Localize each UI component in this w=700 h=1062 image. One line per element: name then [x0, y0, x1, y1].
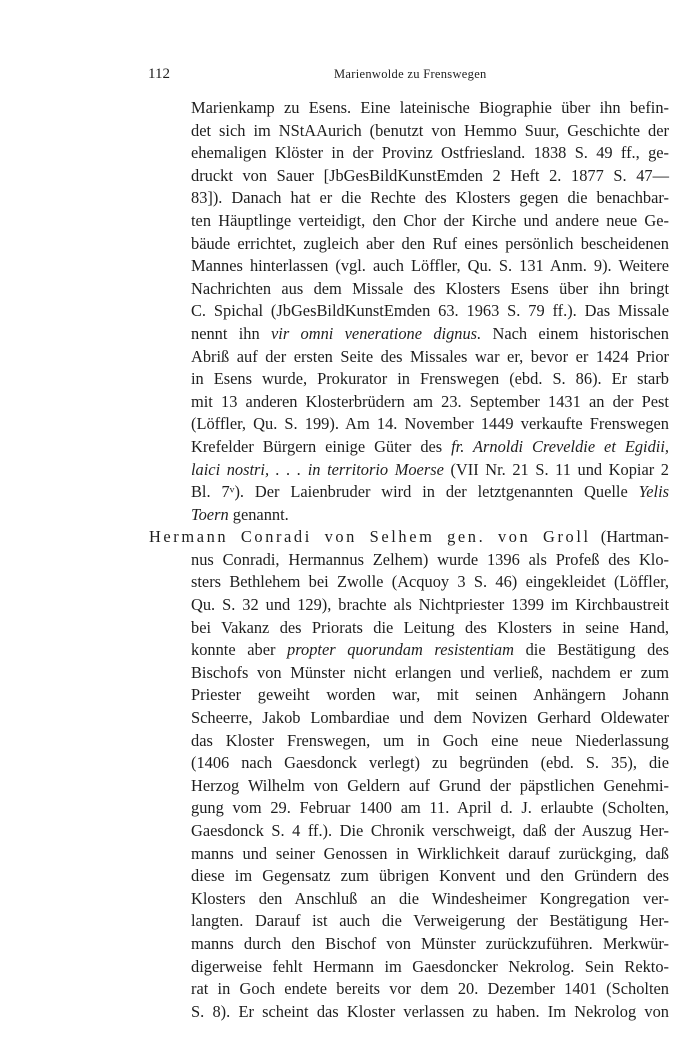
text-line: [191, 571, 669, 594]
text-segment: diese im Gegensatz zum übrigen Konvent und den Gründern des: [191, 866, 669, 886]
text-line: [191, 820, 669, 843]
text-line: [191, 639, 669, 662]
text-line: [191, 391, 669, 414]
text-line: [191, 368, 669, 391]
text-segment: (VII Nr. 21 S. 11 und Kopiar 2: [443, 459, 669, 479]
text-line: [191, 459, 669, 482]
text-segment: nus Conradi, Hermannus Zelhem) wurde 1396 als Profeß des Klo-: [191, 549, 669, 569]
text-segment: Abriß auf der ersten Seite des Missales war er, bevor er 1424 Prior: [191, 346, 669, 366]
text-line: [191, 97, 669, 120]
text-segment: (1406 nach Gaesdonck verlegt) zu begründen (ebd. S. 35), die: [191, 753, 669, 773]
text-line: [191, 346, 669, 369]
text-segment: nennt ihn: [191, 323, 272, 343]
text-segment: bei Vakanz des Priorats die Leitung des Klosters in seine Hand,: [191, 617, 669, 637]
text-segment: Nach einem historischen: [481, 323, 669, 343]
text-segment: gung vom 29. Februar 1400 am 11. April d. J. erlaubte (Scholten,: [191, 798, 669, 818]
text-segment: S. 8). Er scheint das Kloster verlassen zu haben. Im Nekrolog von: [191, 1001, 669, 1021]
text-segment: Gaesdonck S. 4 ff.). Die Chronik verschweigt, daß der Auszug Her-: [191, 821, 669, 840]
page-header: [0, 66, 700, 86]
text-line: [191, 662, 669, 685]
text-segment: konnte aber: [191, 640, 288, 660]
running-title: Marienwolde zu Frenswegen: [334, 67, 487, 81]
italic-text: fr. Arnoldi Creveldie et Egidii,: [451, 436, 669, 456]
text-segment: rat in Goch endete bereits vor dem 20. Dezember 1401 (Scholten: [191, 979, 669, 999]
text-line: [191, 142, 669, 165]
text-segment: det sich im NStAAurich (benutzt von Hemmo Suur, Geschichte der: [191, 120, 669, 140]
text-line: [191, 978, 669, 1001]
text-segment: (Hartman-: [590, 527, 669, 547]
text-line: [191, 481, 669, 504]
italic-text: Yelis: [638, 482, 669, 502]
text-segment: ehemaligen Klöster in der Provinz Ostfriesland. 1838 S. 49 ff., ge-: [191, 143, 669, 163]
text-line: [191, 843, 669, 866]
spaced-name: Hermann Conradi von Selhem gen. von Groll: [149, 527, 591, 547]
text-segment: bäude errichtet, zugleich aber den Ruf eines persönlich bescheidenen: [191, 233, 669, 253]
text-line: [191, 707, 669, 730]
text-segment: Qu. S. 32 und 129), brachte als Nichtpriester 1399 im Kirchbaustreit: [191, 595, 669, 615]
text-line: [191, 933, 669, 956]
text-segment: das Kloster Frenswegen, um in Goch eine neue Niederlassung: [191, 730, 669, 750]
text-line: [191, 300, 669, 323]
text-segment: digerweise fehlt Hermann im Gaesdoncker Nekrolog. Sein Rekto-: [191, 956, 669, 976]
text-segment: Bischofs von Münster nicht erlangen und verließ, nachdem er zum: [191, 662, 669, 682]
text-line: [191, 684, 669, 707]
text-line: [191, 594, 669, 617]
text-segment: Bl. 7ᵛ). Der Laienbruder wird in der letztgenannten Quelle: [191, 482, 639, 502]
text-line: [191, 233, 669, 256]
italic-text: laici nostri, . . . in territorio Moerse: [191, 459, 444, 479]
text-line: [191, 1001, 669, 1024]
text-line: [191, 752, 669, 775]
text-line: [149, 526, 669, 549]
text-line: [191, 187, 669, 210]
text-segment: (Löffler, Qu. S. 199). Am 14. November 1449 verkaufte Frenswegen: [191, 414, 669, 434]
text-segment: langten. Darauf ist auch die Verweigerung der Bestätigung Her-: [191, 911, 669, 931]
text-segment: ten Häuptlinge verteidigt, den Chor der Kirche und andere neue Ge-: [191, 210, 669, 230]
text-segment: manns und seiner Genossen in Wirklichkeit darauf zurückging, daß: [191, 843, 669, 863]
text-segment: C. Spichal (JbGesBildKunstEmden 63. 1963 S. 79 ff.). Das Missale: [191, 301, 669, 321]
text-segment: genannt.: [228, 504, 289, 524]
text-segment: Nachrichten aus dem Missale des Klosters Esens über ihn bringt: [191, 278, 669, 298]
italic-text: Toern: [191, 504, 229, 524]
text-segment: mit 13 anderen Klosterbrüdern am 23. September 1431 an der Pest: [191, 391, 669, 411]
text-line: [191, 210, 669, 233]
text-segment: Krefelder Bürgern einige Güter des: [191, 436, 452, 456]
text-segment: Herzog Wilhelm von Geldern auf Grund der päpstlichen Genehmi-: [191, 775, 669, 795]
text-line: [191, 797, 669, 820]
text-line: [191, 910, 669, 933]
text-line: [191, 255, 669, 278]
text-segment: manns durch den Bischof von Münster zurückzuführen. Merkwür-: [191, 933, 669, 953]
text-segment: Mannes hinterlassen (vgl. auch Löffler, Qu. S. 131 Anm. 9). Weitere: [191, 256, 669, 276]
text-segment: druckt von Sauer [JbGesBildKunstEmden 2 Heft 2. 1877 S. 47—: [191, 165, 669, 185]
text-line: [191, 549, 669, 572]
italic-text: vir omni veneratione dignus.: [271, 323, 482, 343]
text-line: [191, 730, 669, 753]
text-line: [191, 436, 669, 459]
italic-text: propter quorundam resistentiam: [287, 640, 514, 660]
text-segment: Scheerre, Jakob Lombardiae und dem Novizen Gerhard Oldewater: [191, 708, 669, 728]
text-line: [191, 888, 669, 911]
text-line: [191, 120, 669, 143]
text-line: [191, 865, 669, 888]
text-segment: in Esens wurde, Prokurator in Frenswegen (ebd. S. 86). Er starb: [191, 369, 669, 389]
text-segment: Priester geweiht worden war, mit seinen Anhängern Johann: [191, 685, 669, 705]
text-segment: sters Bethlehem bei Zwolle (Acquoy 3 S. 46) eingekleidet (Löffler,: [191, 572, 669, 592]
text-segment: 83]). Danach hat er die Rechte des Klosters gegen die benachbar-: [191, 188, 669, 208]
text-segment: Marienkamp zu Esens. Eine lateinische Biographie über ihn befin-: [191, 98, 669, 117]
text-segment: Klosters den Anschluß an die Windesheimer Kongregation ver-: [191, 888, 669, 908]
text-line: [191, 323, 669, 346]
text-segment: die Bestätigung des: [513, 640, 669, 660]
page-number: 112: [148, 66, 170, 82]
text-line: [191, 504, 669, 527]
text-line: [191, 617, 669, 640]
text-line: [191, 413, 669, 436]
text-line: [191, 165, 669, 188]
body-text: [149, 97, 669, 1023]
text-line: [191, 956, 669, 979]
text-line: [191, 775, 669, 798]
text-line: [191, 278, 669, 301]
